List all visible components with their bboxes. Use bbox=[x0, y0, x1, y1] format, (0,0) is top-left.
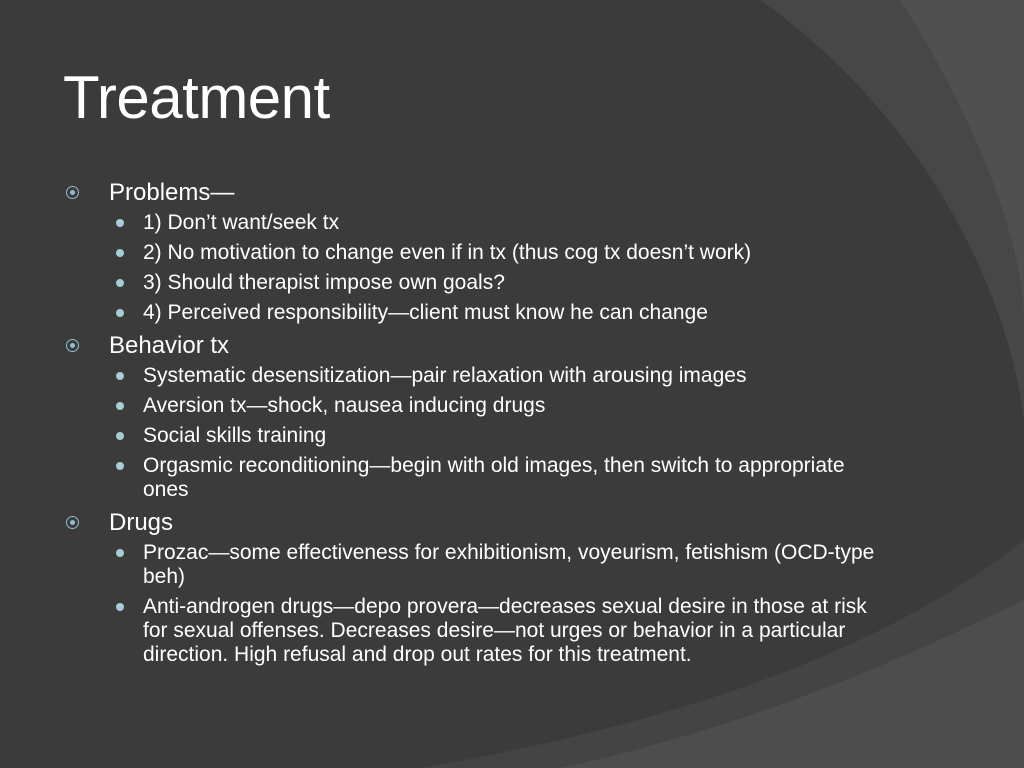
list-item-text: Social skills training bbox=[143, 424, 327, 447]
section-behavior-tx bbox=[66, 331, 886, 502]
slide-content bbox=[66, 178, 886, 673]
section-heading bbox=[66, 331, 886, 361]
list-item-text: Orgasmic reconditioning—begin with old images, then switch to appropriate ones bbox=[143, 454, 845, 501]
list-item bbox=[66, 241, 886, 265]
section-drugs bbox=[66, 508, 886, 667]
list-item bbox=[66, 424, 886, 448]
list-item-text: 3) Should therapist impose own goals? bbox=[143, 271, 505, 294]
section-heading-text: Behavior tx bbox=[109, 332, 230, 359]
list-item-text: 4) Perceived responsibility—client must know he can change bbox=[143, 301, 708, 324]
list-item-text: 1) Don’t want/seek tx bbox=[143, 211, 340, 234]
list-item bbox=[66, 364, 886, 388]
list-item bbox=[66, 211, 886, 235]
section-heading bbox=[66, 178, 886, 208]
dot-bullet-icon bbox=[116, 432, 124, 440]
sub-list bbox=[66, 211, 886, 325]
section-heading-text: Problems— bbox=[109, 179, 235, 206]
section-heading bbox=[66, 508, 886, 538]
dot-bullet-icon bbox=[116, 372, 124, 380]
list-item bbox=[66, 541, 886, 589]
list-item-text: Prozac—some effectiveness for exhibitionism, voyeurism, fetishism (OCD-type beh) bbox=[143, 541, 875, 588]
dot-bullet-icon bbox=[116, 402, 124, 410]
list-item bbox=[66, 271, 886, 295]
dot-bullet-icon bbox=[116, 549, 124, 557]
sub-list bbox=[66, 541, 886, 667]
circle-bullet-icon bbox=[66, 186, 79, 199]
circle-bullet-icon bbox=[66, 516, 79, 529]
list-item-text: Systematic desensitization—pair relaxation with arousing images bbox=[143, 364, 747, 387]
list-item bbox=[66, 394, 886, 418]
dot-bullet-icon bbox=[116, 603, 124, 611]
circle-bullet-icon bbox=[66, 339, 79, 352]
dot-bullet-icon bbox=[116, 279, 124, 287]
list-item-text: Anti-androgen drugs—depo provera—decreases sexual desire in those at risk for sexual offenses. Decreases desire—not urges or behavior in a particular direction. High refusal and drop out rates for this treatment. bbox=[143, 595, 867, 666]
dot-bullet-icon bbox=[116, 462, 124, 470]
list-item-text: 2) No motivation to change even if in tx (thus cog tx doesn’t work) bbox=[143, 241, 752, 264]
dot-bullet-icon bbox=[116, 309, 124, 317]
list-item bbox=[66, 454, 886, 502]
dot-bullet-icon bbox=[116, 219, 124, 227]
slide-title: Treatment bbox=[63, 64, 330, 131]
list-item-text: Aversion tx—shock, nausea inducing drugs bbox=[143, 394, 546, 417]
sub-list bbox=[66, 364, 886, 502]
section-heading-text: Drugs bbox=[109, 509, 174, 536]
list-item bbox=[66, 301, 886, 325]
section-problems bbox=[66, 178, 886, 325]
dot-bullet-icon bbox=[116, 249, 124, 257]
list-item bbox=[66, 595, 886, 667]
